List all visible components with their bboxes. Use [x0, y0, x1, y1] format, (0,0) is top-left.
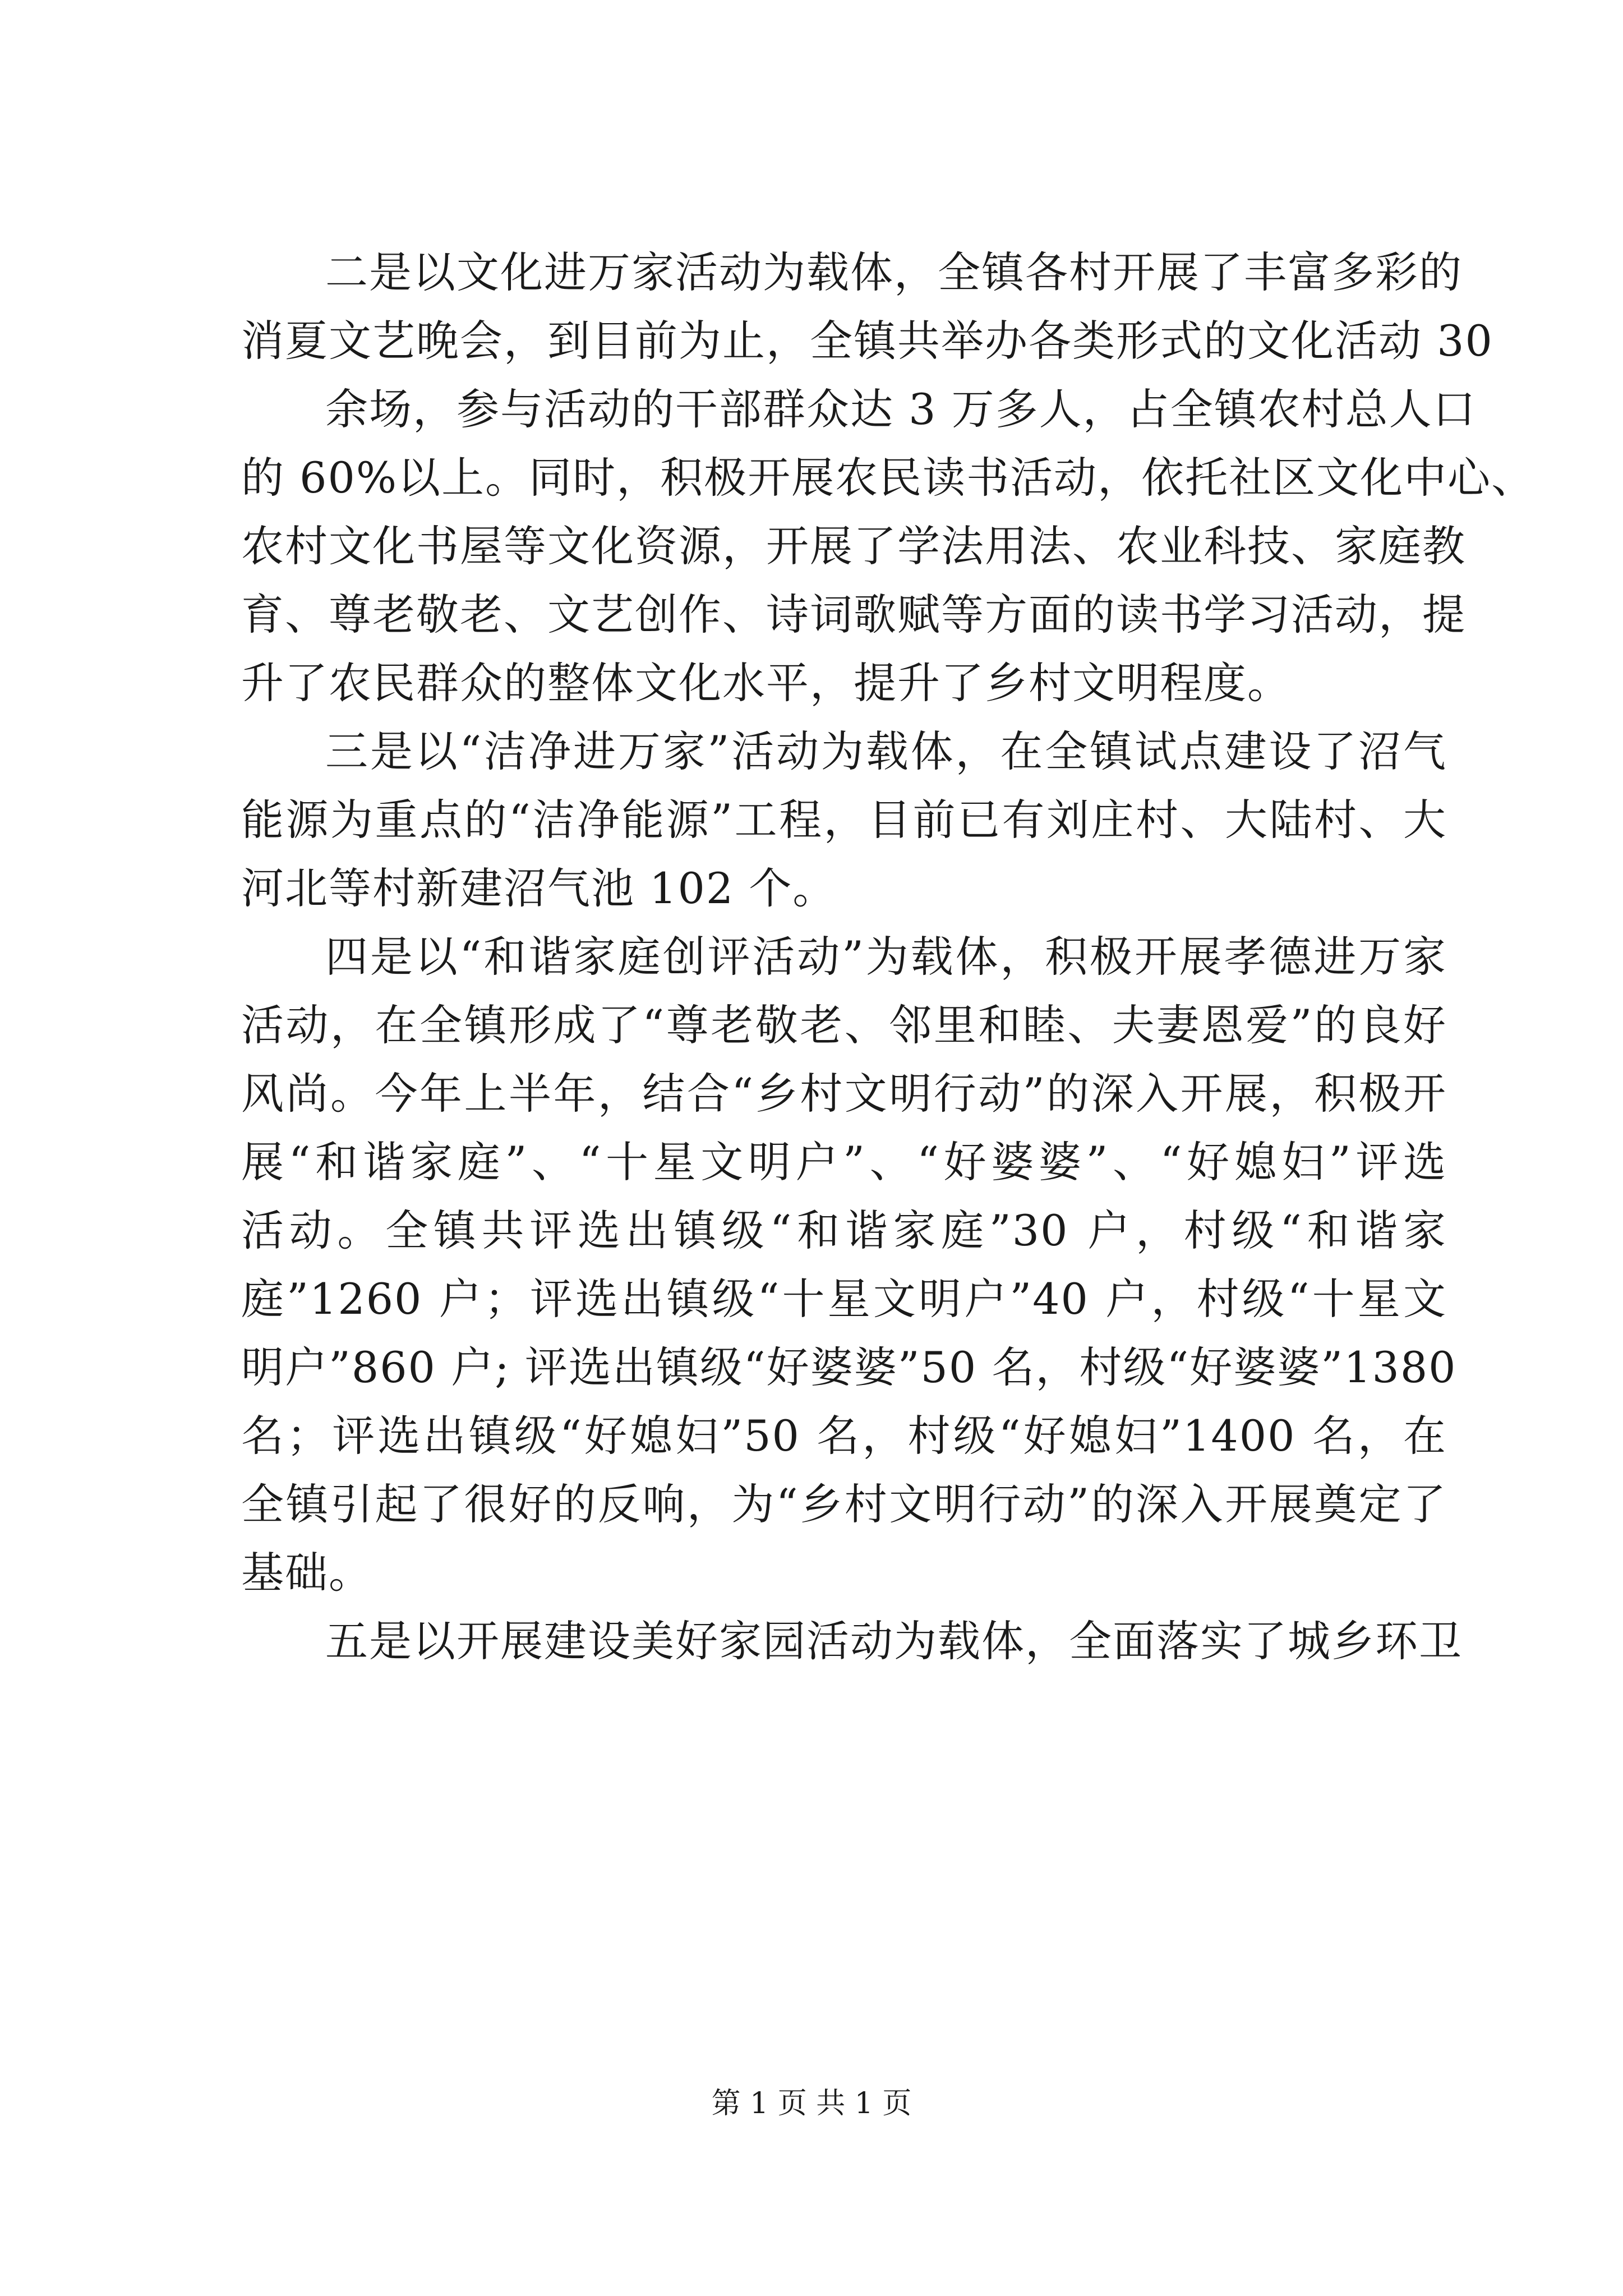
text-line: 全镇引起了很好的反响，为“乡村文明行动”的深入开展奠定了 — [241, 1479, 1447, 1529]
text-line: 活动。全镇共评选出镇级“和谐家庭”30 户，村级“和谐家 — [241, 1205, 1447, 1255]
text-line: 余场，参与活动的干部群众达 3 万多人，占全镇农村总人口 — [325, 384, 1477, 434]
text-line: 三是以“洁净进万家”活动为载体，在全镇试点建设了沼气 — [325, 726, 1447, 776]
text-line: 升了农民群众的整体文化水平，提升了乡村文明程度。 — [241, 658, 1291, 708]
text-line: 明户”860 户; 评选出镇级“好婆婆”50 名，村级“好婆婆”1380 — [241, 1342, 1457, 1392]
text-line: 展“和谐家庭”、“十星文明户”、“好婆婆”、“好媳妇”评选 — [241, 1137, 1447, 1187]
document-body — [241, 238, 1536, 1676]
text-line: 二是以文化进万家活动为载体，全镇各村开展了丰富多彩的 — [325, 247, 1463, 297]
text-line: 消夏文艺晚会，到目前为止，全镇共举办各类形式的文化活动 30 — [241, 316, 1493, 366]
text-line: 四是以“和谐家庭创评活动”为载体，积极开展孝德进万家 — [325, 932, 1447, 982]
page-footer: 第 1 页 共 1 页 — [711, 2087, 912, 2120]
text-line: 庭”1260 户；评选出镇级“十星文明户”40 户，村级“十星文 — [241, 1274, 1447, 1324]
text-line: 能源为重点的“洁净能源”工程，目前已有刘庄村、大陆村、大 — [241, 795, 1447, 845]
text-line: 的 60%以上。同时，积极开展农民读书活动，依托社区文化中心、 — [241, 453, 1536, 503]
text-line: 五是以开展建设美好家园活动为载体，全面落实了城乡环卫 — [325, 1616, 1463, 1666]
text-line: 基础。 — [241, 1548, 372, 1598]
text-line: 河北等村新建沼气池 102 个。 — [241, 863, 837, 913]
text-line: 农村文化书屋等文化资源，开展了学法用法、农业科技、家庭教 — [241, 521, 1466, 571]
text-line: 风尚。今年上半年，结合“乡村文明行动”的深入开展，积极开 — [241, 1069, 1447, 1119]
text-line: 名；评选出镇级“好媳妇”50 名，村级“好媳妇”1400 名，在 — [241, 1411, 1447, 1461]
text-line: 育、尊老敬老、文艺创作、诗词歌赋等方面的读书学习活动，提 — [241, 590, 1466, 639]
text-line: 活动，在全镇形成了“尊老敬老、邻里和睦、夫妻恩爱”的良好 — [241, 1000, 1447, 1050]
